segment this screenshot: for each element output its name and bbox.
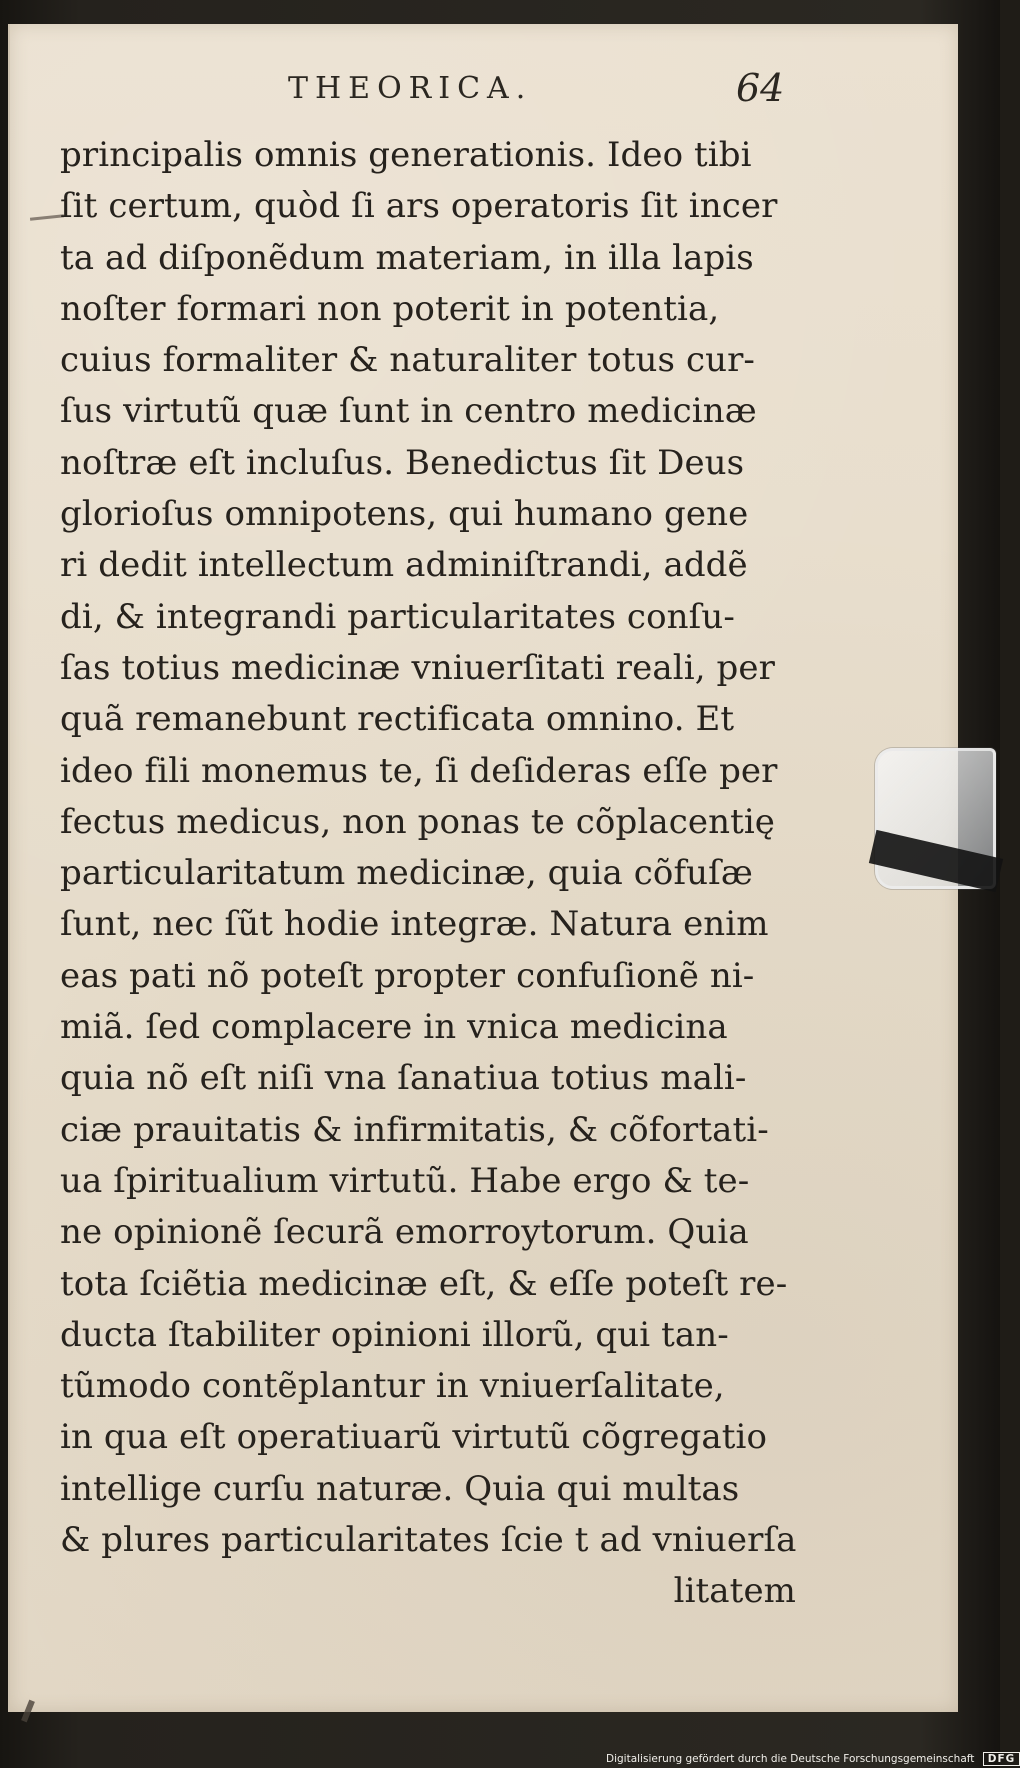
text-line: tota ſciẽtia medicinæ eſt, & eſſe poteſt re- [60,1263,788,1304]
text-line: glorioſus omnipotens, qui humano gene [60,494,749,535]
text-line: ſas totius medicinæ vniuerſitati reali, per [60,647,775,688]
text-line: ciæ prauitatis & infirmitatis, & cõfortati- [60,1109,769,1150]
text-line: quã remanebunt rectificata omnino. Et [60,699,735,740]
text-line: noſter formari non poterit in potentia, [60,288,720,329]
running-title: THEORICA. [288,71,533,106]
digitization-credit [606,1752,1020,1766]
text-line: & plures particularitates ſcie t ad vniuerſa [60,1520,797,1561]
text-line: ideo fili monemus te, ſi deſideras eſſe per [60,750,778,791]
dfg-logo: DFG [983,1752,1020,1766]
text-line: particularitatum medicinæ, quia cõfuſæ [60,853,753,894]
credit-text: Digitalisierung gefördert durch die Deutsche Forschungsgemeinschaft [606,1753,975,1765]
text-line: ducta ſtabiliter opinioni illorũ, qui tan- [60,1314,729,1355]
scan-color-target [875,748,996,889]
ink-mark [21,1700,35,1723]
book-page [8,24,958,1712]
text-line: noſtræ eſt incluſus. Benedictus ſit Deus [60,442,745,483]
text-line: quia nõ eſt niſi vna ſanatiua totius mali- [60,1058,747,1099]
text-line: ſunt, nec ſũt hodie integræ. Natura enim [60,904,769,945]
catchword-line: litatem [673,1571,796,1612]
margin-mark [30,214,64,221]
text-line: ne opinionẽ ſecurã emorroytorum. Quia [60,1212,749,1253]
text-line: ri dedit intellectum adminiſtrandi, addẽ [60,545,748,586]
text-line: principalis omnis generationis. Ideo tibi [60,135,752,175]
text-line: fectus medicus, non ponas te cõplacentię [60,801,776,842]
text-line: in qua eſt operatiuarũ virtutũ cõgregatio [60,1417,768,1458]
text-line: ſit certum, quòd ſi ars operatoris ſit incer [60,186,778,227]
text-line: tũmodo contẽplantur in vniuerſalitate, [60,1366,725,1407]
text-line: ua ſpiritualium virtutũ. Habe ergo & te- [60,1160,750,1201]
page-number: 64 [736,66,785,110]
text-line: intellige curſu naturæ. Quia qui multas [60,1468,740,1509]
text-line: ſus virtutũ quæ ſunt in centro medicinæ [60,391,757,432]
text-line: miã. ſed complacere in vnica medicina [60,1007,728,1048]
text-line: cuius formaliter & naturaliter totus cur- [60,340,756,381]
text-line: di, & integrandi particularitates conſu- [60,596,735,637]
text-line: eas pati nõ poteſt propter confuſionẽ ni- [60,955,755,996]
text-line: ta ad diſponẽdum materiam, in illa lapis [60,237,754,278]
page-text [60,130,800,1618]
